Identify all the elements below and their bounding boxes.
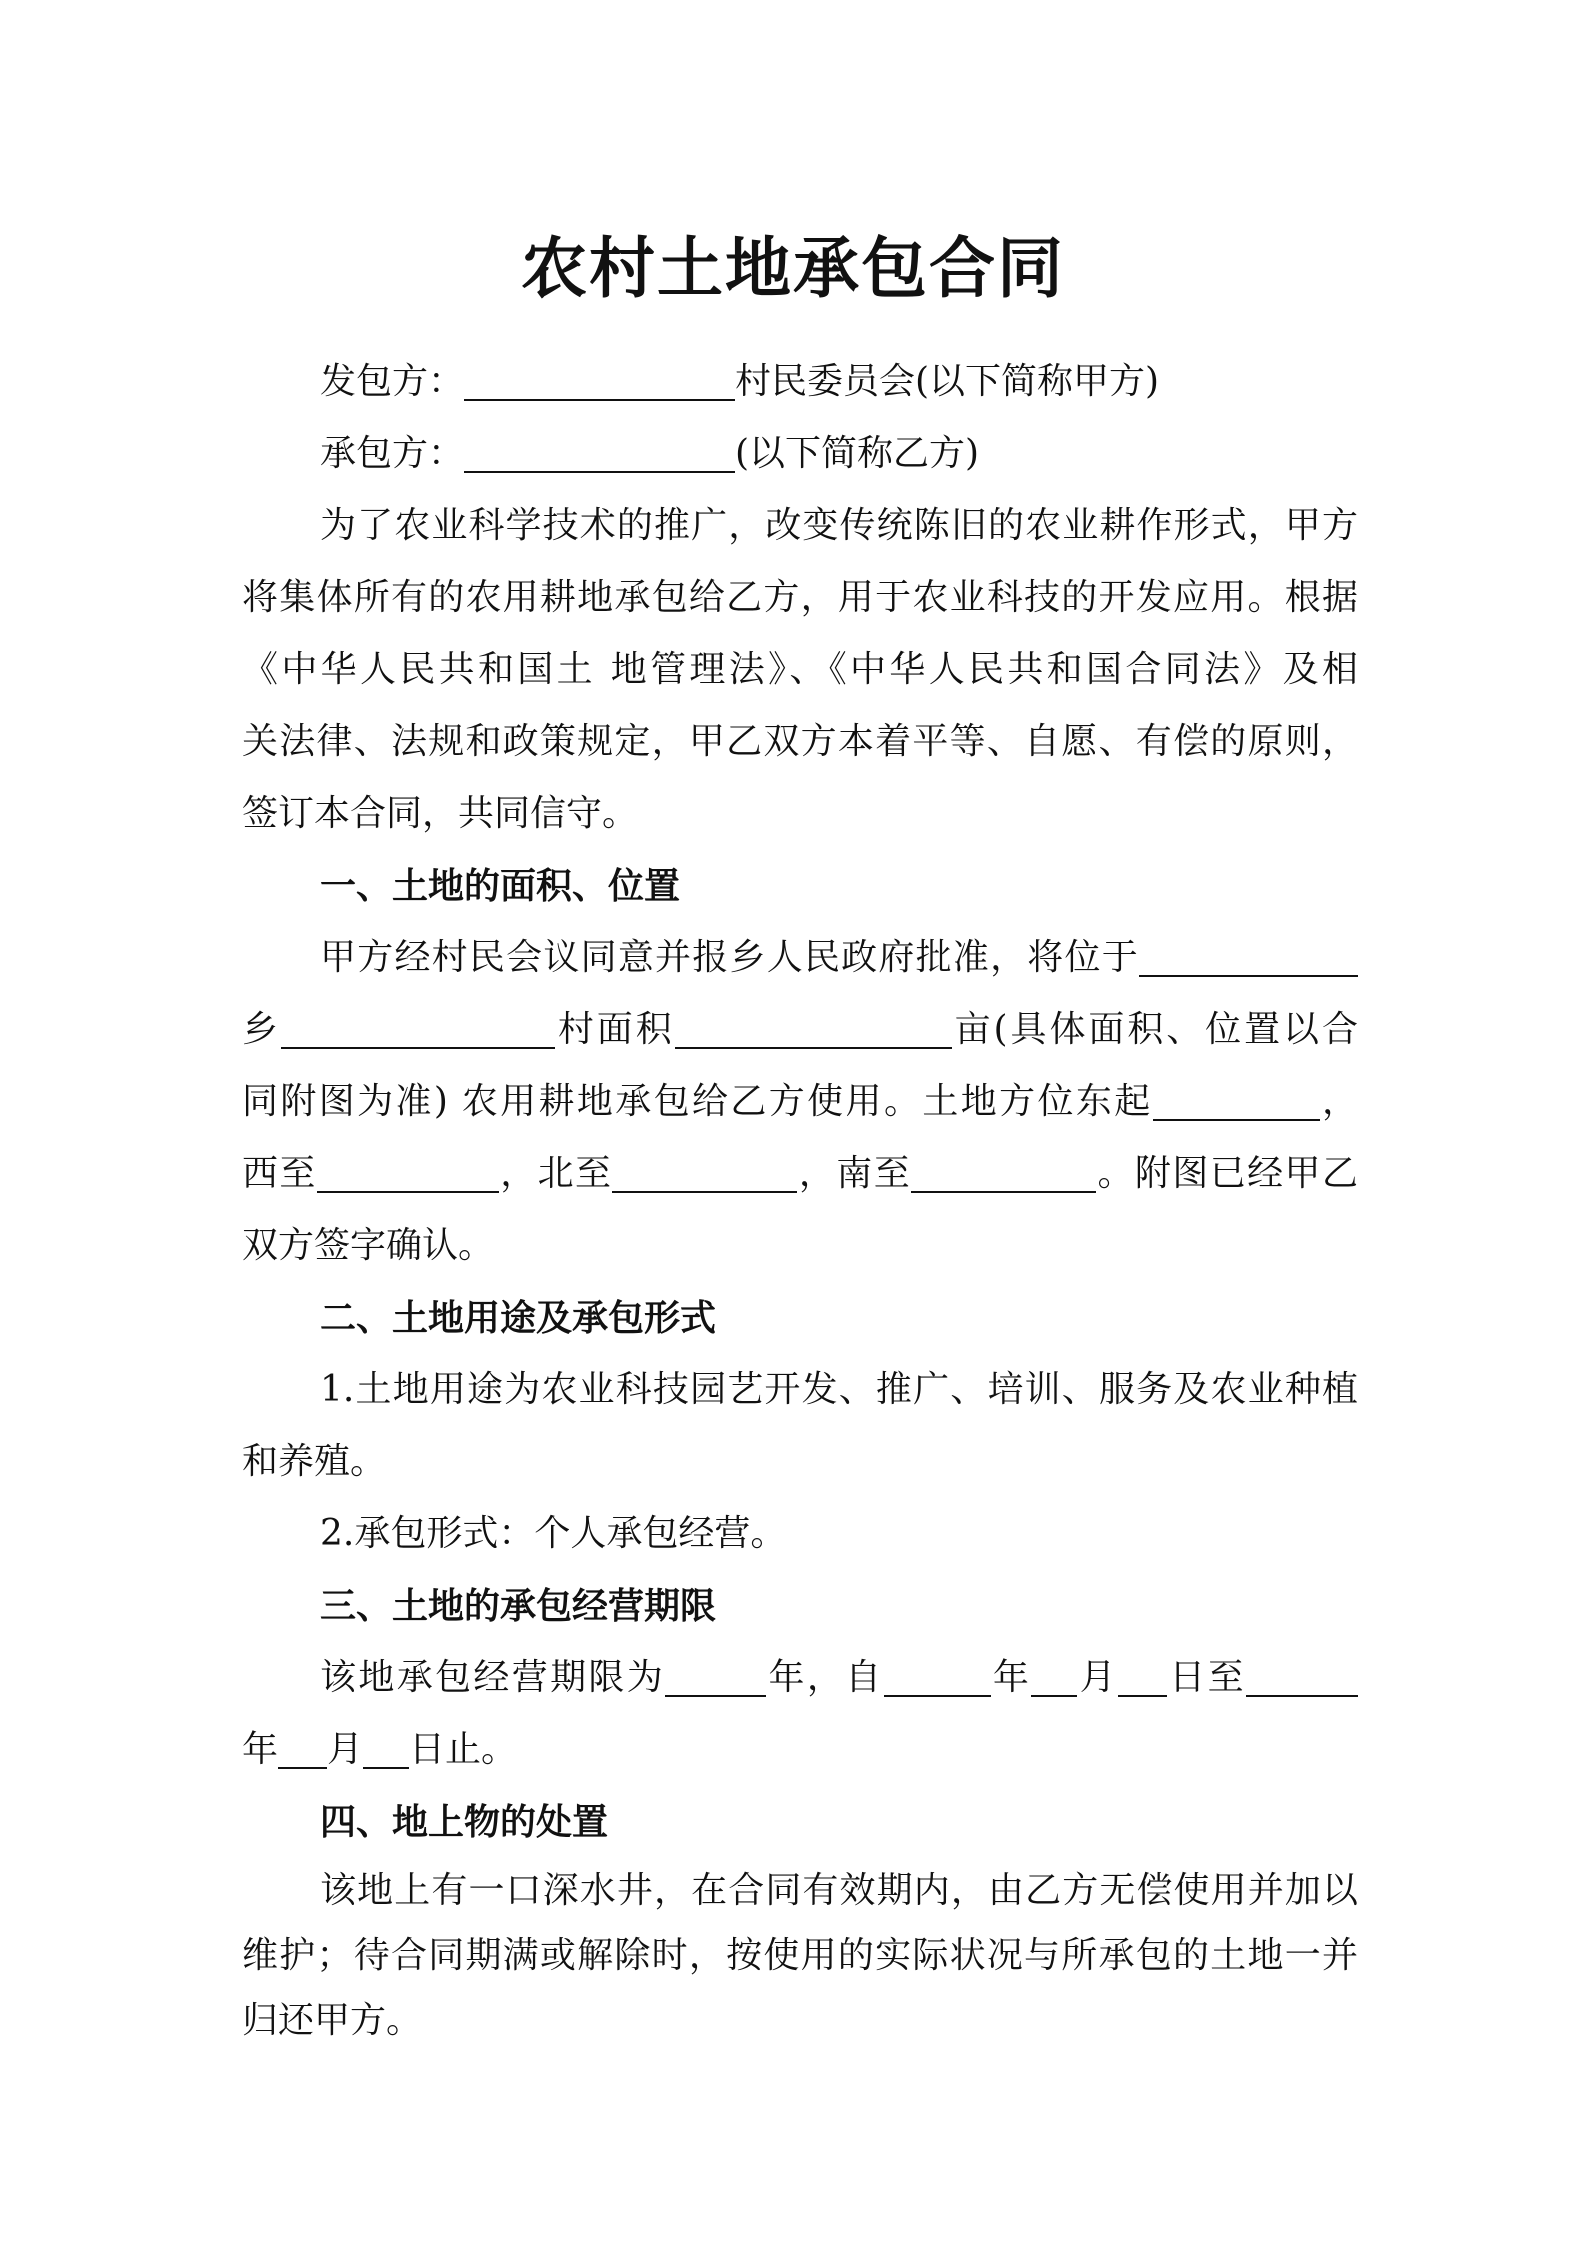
page-title: 农村土地承包合同 [521, 229, 1065, 307]
s3-text: 年 [242, 1729, 279, 1770]
s4-paragraph [242, 1858, 1358, 2053]
section-2-heading: 二、土地用途及承包形式 [320, 1297, 717, 1339]
contractee-label: 承包方： [320, 433, 465, 474]
east-blank[interactable] [1153, 1075, 1320, 1121]
s1-text: ， [1319, 1081, 1358, 1122]
s1-text: 。附图已经甲乙 [1096, 1153, 1358, 1194]
s1-line [242, 994, 1358, 1066]
s1-text: ，南至 [797, 1153, 912, 1194]
s2-line: 和养殖。 [242, 1441, 387, 1482]
s3-line [242, 1642, 1358, 1714]
s1-line [242, 1138, 1358, 1210]
west-blank[interactable] [317, 1147, 499, 1193]
s2-line: 1.土地用途为农业科技园艺开发、推广、培训、服务及农业种植 [320, 1369, 1358, 1410]
s1-line [242, 1066, 1358, 1138]
s4-line: 维护；待合同期满或解除时，按使用的实际状况与所承包的土地一并 [242, 1935, 1358, 1976]
s3-text: 日止。 [409, 1729, 518, 1770]
end-year-blank[interactable] [1246, 1651, 1358, 1697]
contractor-blank[interactable] [464, 355, 735, 401]
township-blank[interactable] [281, 1003, 555, 1049]
s3-text: 日至 [1166, 1657, 1246, 1698]
location-blank[interactable] [1139, 931, 1358, 977]
start-month-blank[interactable] [1031, 1651, 1077, 1697]
s3-text: 年 [990, 1657, 1032, 1698]
s1-text: 西至 [242, 1153, 317, 1194]
contractee-line [242, 418, 1358, 490]
start-day-blank[interactable] [1118, 1651, 1167, 1697]
section-1-heading: 一、土地的面积、位置 [320, 865, 681, 907]
s3-text: 月 [1077, 1657, 1118, 1698]
contractor-suffix: 村民委员会(以下简称甲方) [735, 361, 1160, 402]
s1-line [242, 922, 1358, 994]
end-month-blank[interactable] [278, 1723, 327, 1769]
preamble-line: 关法律、法规和政策规定，甲乙双方本着平等、自愿、有偿的原则， [242, 721, 1358, 762]
s2-line: 2.承包形式：个人承包经营。 [320, 1513, 787, 1554]
s1-text: 亩(具体面积、位置以合 [951, 1009, 1358, 1050]
s4-line: 归还甲方。 [242, 2000, 423, 2041]
area-blank[interactable] [675, 1003, 952, 1049]
preamble-line: 签订本合同，共同信守。 [242, 793, 639, 834]
south-blank[interactable] [911, 1147, 1096, 1193]
end-day-blank[interactable] [363, 1723, 409, 1769]
s1-text: 甲方经村民会议同意并报乡人民政府批准，将位于 [320, 937, 1139, 978]
s1-text: 乡 [242, 1009, 281, 1050]
s3-text: 年，自 [766, 1657, 884, 1698]
contractor-label: 发包方： [320, 361, 465, 402]
s1-text: ，北至 [498, 1153, 613, 1194]
s1-text: 村面积 [554, 1009, 675, 1050]
s4-line: 该地上有一口深水井，在合同有效期内，由乙方无偿使用并加以 [320, 1870, 1358, 1911]
start-year-blank[interactable] [884, 1651, 991, 1697]
contractor-line [242, 346, 1358, 418]
contract-body [242, 346, 1358, 2053]
contractee-suffix: (以下简称乙方) [735, 433, 980, 474]
s3-text: 月 [327, 1729, 364, 1770]
north-blank[interactable] [612, 1147, 797, 1193]
section-3-heading: 三、土地的承包经营期限 [320, 1585, 717, 1627]
s3-text: 该地承包经营期限为 [320, 1657, 666, 1698]
s1-line: 双方签字确认。 [242, 1225, 495, 1266]
s3-line [242, 1714, 1358, 1786]
preamble-line: 《中华人民共和国土 地管理法》、《中华人民共和国合同法》及相 [242, 649, 1358, 690]
contractee-blank[interactable] [464, 427, 735, 473]
preamble-line: 为了农业科学技术的推广，改变传统陈旧的农业耕作形式，甲方 [320, 505, 1358, 546]
s1-text: 同附图为准) 农用耕地承包给乙方使用。土地方位东起 [242, 1081, 1153, 1122]
section-4-heading: 四、地上物的处置 [320, 1801, 609, 1843]
term-years-blank[interactable] [665, 1651, 766, 1697]
preamble-line: 将集体所有的农用耕地承包给乙方，用于农业科技的开发应用。根据 [242, 577, 1358, 618]
